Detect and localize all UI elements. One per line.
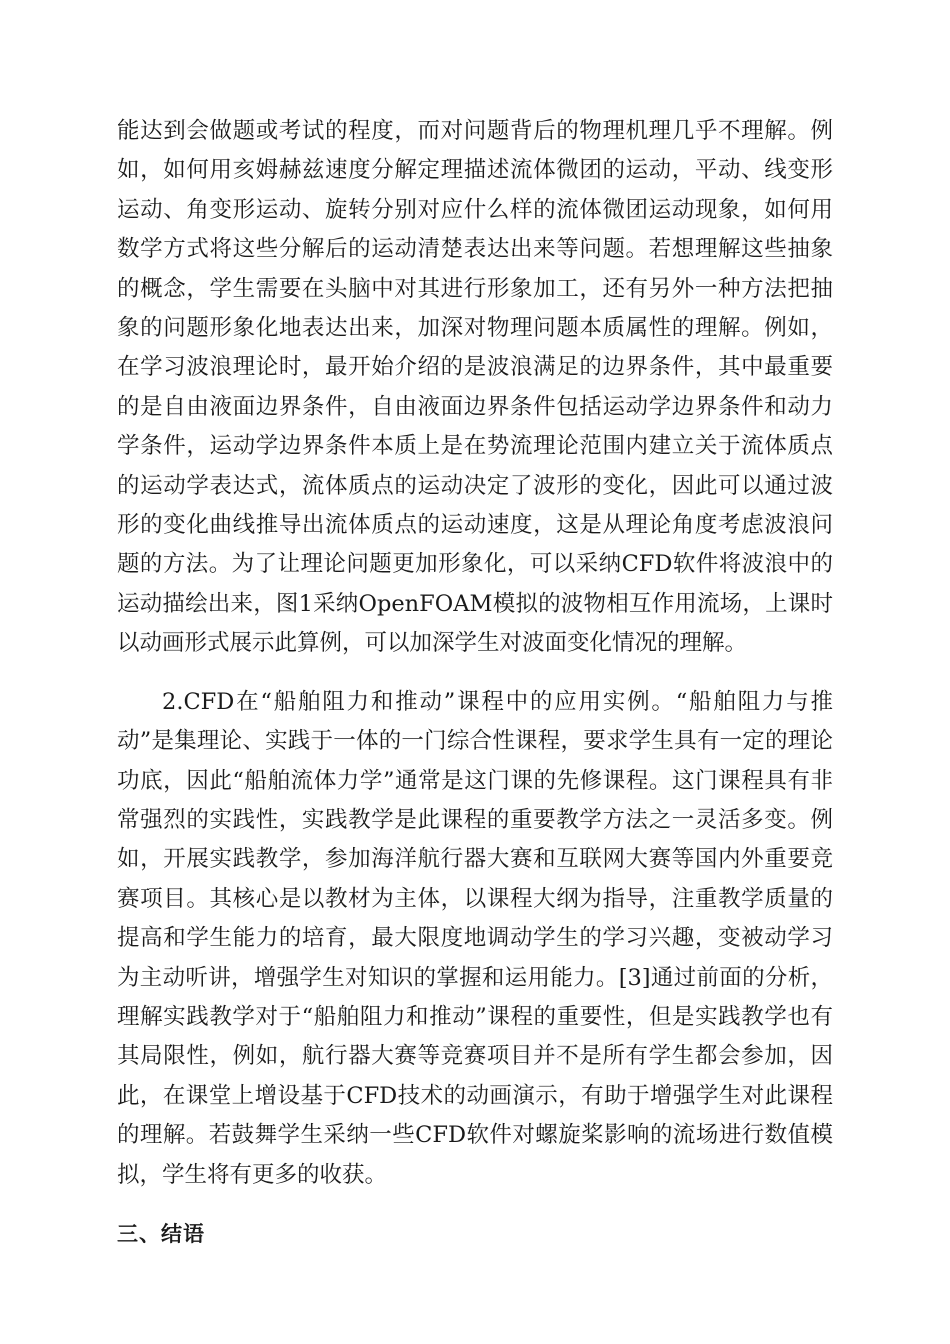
paragraph-ship-resistance: 2.CFD在“船舶阻力和推动”课程中的应用实例。“船舶阻力与推动”是集理论、实践于一体的一门综合性课程，要求学生具有一定的理论功底，因此“船舶流体力学”通常是这门课的先修课程。这门课程具有非常强烈的实践性，实践教学是此课程的重要教学方法之一灵活多变。例如，开展实践教学，参加海洋航行器大赛和互联网大赛等国内外重要竞赛项目。其核心是以教材为主体，以课程大纲为指导，注重教学质量的提高和学生能力的培育，最大限度地调动学生的学习兴趣，变被动学习为主动听讲，增强学生对知识的掌握和运用能力。[3]通过前面的分析，理解实践教学对于“船舶阻力和推动”课程的重要性，但是实践教学也有其局限性，例如，航行器大赛等竞赛项目并不是所有学生都会参加，因此，在课堂上增设基于CFD技术的动画演示，有助于增强学生对此课程的理解。若鼓舞学生采纳一些CFD软件对螺旋桨影响的流场进行数值模拟，学生将有更多的收获。: [117, 688, 833, 1188]
document-body: [117, 112, 833, 1254]
paragraph-wave-theory: 能达到会做题或考试的程度，而对问题背后的物理机理几乎不理解。例如，如何用亥姆赫兹速度分解定理描述流体微团的运动，平动、线变形运动、角变形运动、旋转分别对应什么样的流体微团运动现象，如何用数学方式将这些分解后的运动清楚表达出来等问题。若想理解这些抽象的概念，学生需要在头脑中对其进行形象加工，还有另外一种方法把抽象的问题形象化地表达出来，加深对物理问题本质属性的理解。例如，在学习波浪理论时，最开始介绍的是波浪满足的边界条件，其中最重要的是自由液面边界条件，自由液面边界条件包括运动学边界条件和动力学条件，运动学边界条件本质上是在势流理论范围内建立关于流体质点的运动学表达式，流体质点的运动决定了波形的变化，因此可以通过波形的变化曲线推导出流体质点的运动速度，这是从理论角度考虑波浪问题的方法。为了让理论问题更加形象化，可以采纳CFD软件将波浪中的运动描绘出来，图1采纳OpenFOAM模拟的波物相互作用流场，上课时以动画形式展示此算例，可以加深学生对波面变化情况的理解。: [117, 118, 833, 657]
section-heading-conclusion: 三、结语: [117, 1221, 205, 1246]
